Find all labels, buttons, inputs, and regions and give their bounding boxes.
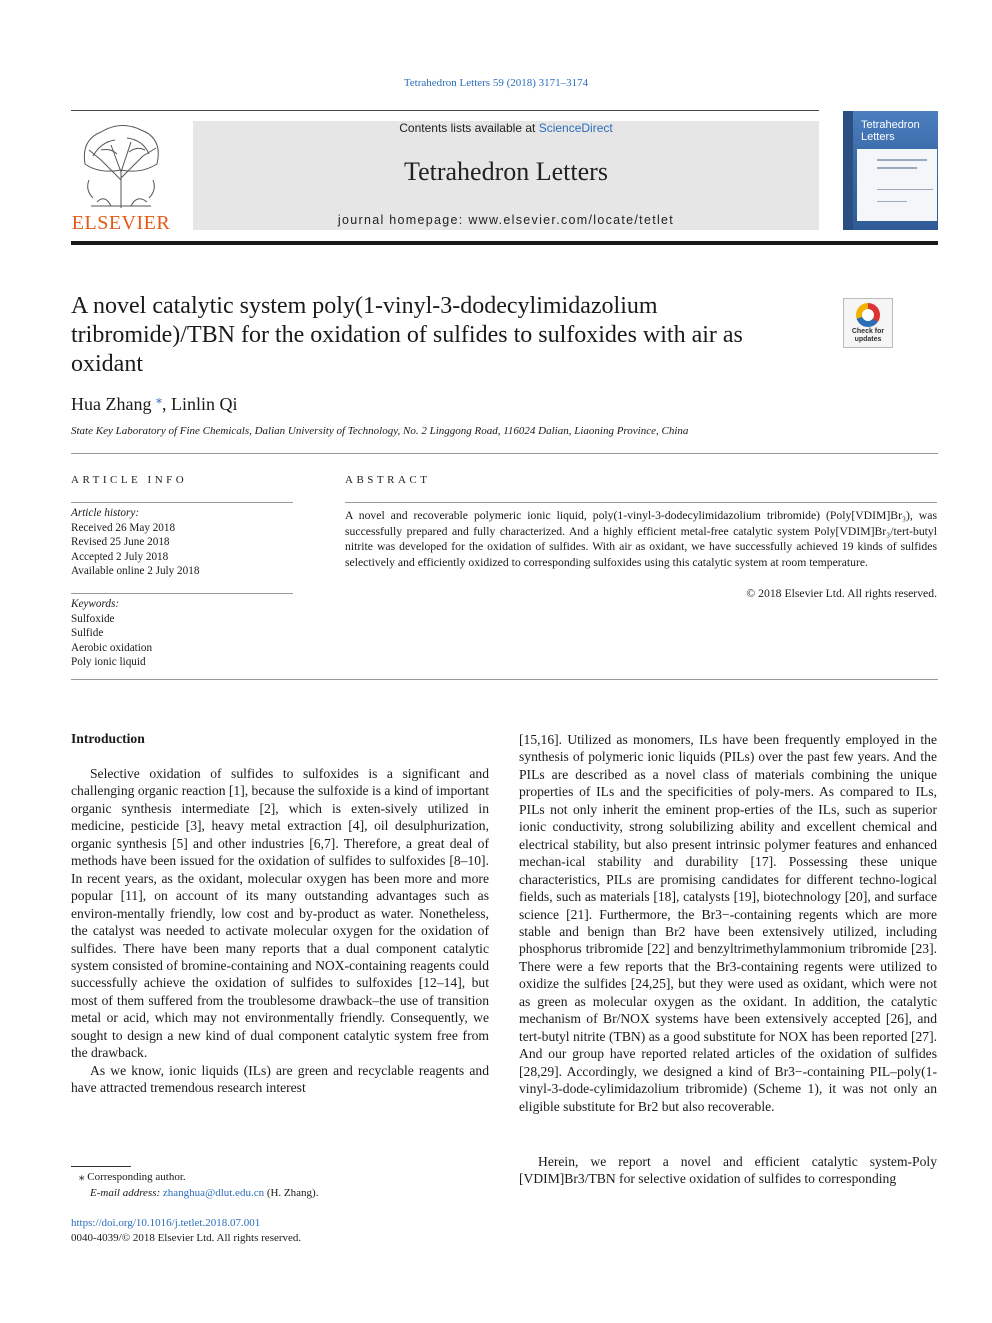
check-for-updates-badge[interactable] [843, 298, 893, 348]
keywords-label: Keywords: [71, 598, 120, 610]
section-rule [71, 679, 938, 680]
footnote-mark: ⁎ [79, 1171, 85, 1183]
intro-paragraph: Selective oxidation of sulfides to sulfoxides is a significant and challenging organic reaction [1], because the sulfoxide is a kind of important organic synthesis intermediate [2], which is exten-sively utilized in medicine, pesticide [3], heavy metal extraction [4], oil desulphurization, organic synthesis [5] and other industries [6,7]. Therefore, a great deal of methods have been issued for the oxidation of sulfides to sulfoxides [8–10]. In recent years, as the oxidant, molecular oxygen has been more and more popular [11], on account of its many outstanding advantages such as environ-mentally friendly, low cost and by-product as water. Nonetheless, the catalyst was needed to activate molecular oxygen for the oxidation of sulfides. There have been many reports that a dual component catalytic system consisted of bromine-containing and NOX-containing reagents could successfully achieve the oxidation of sulfides to sulfoxides [12–14], but most of them suffered from the troublesome drawback–the use of transition metal or acid, which may not environmentally friendly. Consequently, we sought to design a new kind of dual component catalytic system free from the drawback. [71, 766, 490, 1061]
keywords-rule [71, 593, 293, 594]
journal-title: Tetrahedron Letters [404, 157, 608, 186]
footnote-corresponding [79, 1170, 186, 1185]
journal-reference[interactable]: Tetrahedron Letters 59 (2018) 3171–3174 [403, 77, 589, 89]
elsevier-wordmark: ELSEVIER [71, 212, 171, 234]
keywords-block [71, 597, 293, 670]
footer [71, 1216, 301, 1246]
author-separator: , [161, 394, 171, 414]
email-link[interactable]: zhanghua@dlut.edu.cn [162, 1187, 265, 1199]
doi-link[interactable]: https://doi.org/10.1016/j.tetlet.2018.07.001 [71, 1217, 261, 1229]
cover-panel [857, 149, 937, 221]
intro-paragraph: As we know, ionic liquids (ILs) are green and recyclable reagents and have attracted tremendous research interest [71, 1062, 489, 1096]
issn-line: 0040-4039/© 2018 Elsevier Ltd. All rights reserved. [71, 1232, 302, 1244]
online-date: Available online 2 July 2018 [71, 565, 200, 577]
author-list [71, 392, 237, 415]
footnote-email [90, 1186, 318, 1201]
abstract-heading: ABSTRACT [345, 474, 431, 486]
author-name: Linlin Qi [170, 394, 238, 414]
cover-line [877, 201, 907, 202]
badge-line2: updates [854, 336, 882, 343]
article-title: A novel catalytic system poly(1-vinyl-3-dodecylimidazolium tribromide)/TBN for the oxidation of sulfides to sulfoxides with air as oxidant [71, 293, 743, 377]
journal-homepage [193, 213, 819, 227]
abstract-copyright: © 2018 Elsevier Ltd. All rights reserved. [746, 587, 937, 600]
keyword: Sulfide [71, 627, 104, 639]
badge-line1: Check for [851, 328, 885, 335]
sciencedirect-link[interactable]: ScienceDirect [538, 121, 613, 135]
email-label: E-mail address: [90, 1187, 161, 1199]
email-suffix: (H. Zhang). [264, 1187, 319, 1199]
keyword: Poly ionic liquid [71, 656, 146, 668]
affiliation: State Key Laboratory of Fine Chemicals, Dalian University of Technology, No. 2 Linggong Road, 116024 Dalian, Liaoning Province, China [71, 425, 689, 437]
footnote-text: Corresponding author. [87, 1171, 186, 1183]
cover-line [877, 167, 917, 169]
homepage-link[interactable]: www.elsevier.com/locate/tetlet [468, 213, 675, 227]
contents-line [193, 121, 819, 135]
cover-title-line1: Tetrahedron [861, 119, 920, 131]
cover-spine [843, 111, 853, 230]
intro-paragraph: Herein, we report a novel and efficient catalytic system-Poly [VDIM]Br3/TBN for selective oxidation of sulfides to corresponding [519, 1154, 937, 1187]
cover-line [877, 159, 927, 161]
accepted-date: Accepted 2 July 2018 [71, 550, 169, 563]
abstract-text: A novel and recoverable polymeric ionic liquid, poly(1-vinyl-3-dodecylimidazolium tribromide) (Poly[VDIM]Br₃), was successfully prepared and fully characterized. And a highly efficient metal-free catalytic system Poly[VDIM]Br₃/tert-butyl nitrite was developed for the oxidation of sulfides. With air as oxidant, we have successfully achieved 19 kinds of sulfides selectively and efficiently oxidized to corresponding sulfoxides using this catalytic system at room temperature. [345, 509, 937, 569]
corresponding-author-mark[interactable]: ⁎ [155, 392, 162, 406]
article-history [71, 506, 293, 579]
crossmark-icon [856, 303, 880, 327]
journal-cover-image [843, 111, 938, 230]
keyword: Sulfoxide [71, 612, 115, 625]
header-rule [71, 110, 819, 111]
cover-title-line2: Letters [861, 131, 895, 143]
header-thick-rule [71, 241, 938, 245]
article-info-rule [71, 502, 293, 503]
keyword: Aerobic oxidation [71, 641, 153, 654]
article-info-heading: ARTICLE INFO [71, 474, 188, 486]
body-column-left [71, 765, 489, 1096]
journal-banner [193, 121, 819, 230]
footnote-rule [71, 1166, 131, 1167]
revised-date: Revised 25 June 2018 [71, 536, 170, 548]
intro-paragraph-continued: [15,16]. Utilized as monomers, ILs have been frequently employed in the synthesis of polymeric ionic liquids (PILs) over the past few years. And the PILs are described as a novel class of materials combining the unique properties of ILs and the specificities of poly-mers. As compared to ILs, PILs not only inherit the eminent prop-erties of the ILs, such as superior ionic conductivity, strong solubilizing ability and excellent chemical and electrical stability, but also present intrinsic polymer features and enhanced mechan-ical stability and durability [17]. Possessing these unique characteristics, PILs are promising candidates for different techno-logical fields, such as materials [18], catalysts [19], biotechnology [20], and surface science [21]. Furthermore, the Br3−-containing regents which are more stable and benign than Br2 have been extensively utilized, including phosphorus tribromide [22] and benzyltrimethylammonium tribromide [23]. There were a few reports that the Br3-containing regents were utilized to oxidize the sulfides [24,25], but they were used as oxidant, which were not as green as molecular oxygen as the oxidant. In addition, the catalytic mechanism of Br/NOX systems have been extensively accepted [26], and tert-butyl nitrite (TBN) as a good substitute for NOX has been reported [27]. And our group have reported related articles of the oxidation of sulfides [28,29]. Accordingly, we designed a kind of Br3−-containing PIL–poly(1-vinyl-3-dode-cylimidazolium tribromide) (Scheme 1), it was not only an eligible substitute for Br2 but also recoverable. [519, 732, 937, 1114]
introduction-heading: Introduction [71, 731, 145, 746]
section-rule [71, 453, 938, 454]
author-name: Hua Zhang [71, 394, 152, 414]
cover-title [861, 119, 920, 143]
homepage-prefix: journal homepage: [337, 213, 464, 227]
contents-prefix: Contents lists available at [399, 121, 536, 135]
received-date: Received 26 May 2018 [71, 521, 176, 534]
history-label: Article history: [71, 507, 140, 519]
badge-label [844, 328, 892, 344]
cover-line [877, 189, 933, 190]
abstract-rule [345, 502, 937, 503]
body-column-right [519, 731, 937, 1187]
